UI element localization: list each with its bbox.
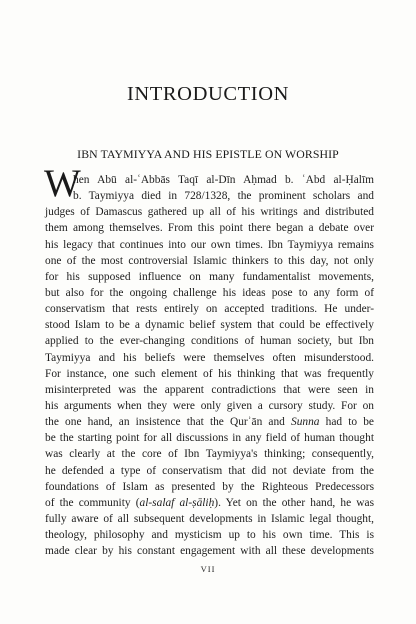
- text-line: theology, philosophy and mysticism up to his own time. This is: [45, 529, 374, 542]
- text-line-with-italic: [45, 414, 374, 430]
- text-line: one of the most controversial Islamic thinkers to this day, not only: [45, 254, 374, 267]
- text-line: misinterpreted was the apparent contradictions that were seen in: [45, 383, 374, 396]
- text-line: he defended a type of conservatism that did not deviate from the: [45, 464, 374, 477]
- text-line: them among themselves. From this point there began a debate over: [45, 222, 374, 235]
- text-line: b. Taymiyya died in 728/1328, the prominent scholars and: [73, 190, 374, 203]
- page-number: VII: [200, 564, 216, 574]
- text-segment: of the community (: [45, 496, 140, 509]
- text-segment: had to be: [325, 416, 374, 429]
- text-segment: ). Yet on the other hand, he was: [214, 496, 374, 509]
- text-line: made clear by his constant engagement with all these developments: [45, 545, 374, 558]
- italic-term: Sunna: [291, 416, 320, 429]
- text-line: was clearly at the core of Ibn Taymiyya's thinking; consequently,: [45, 448, 374, 461]
- drop-cap: W: [44, 162, 81, 205]
- text-line: judges of Damascus gathered up all of his writings and distributed: [45, 206, 374, 219]
- text-line: his arguments when they were only given a cursory study. For on: [45, 399, 374, 412]
- text-line-with-italic: [45, 495, 374, 511]
- text-line: conservatism that rests entirely on accepted traditions. He under-: [45, 303, 374, 316]
- text-line: stood Islam to be a dynamic belief system that could be effectively: [45, 319, 374, 332]
- body-paragraph: [45, 172, 374, 559]
- text-line: fully aware of all subsequent developments in Islamic legal thought,: [45, 512, 374, 525]
- text-line: for his supposed influence on many fundamentalist movements,: [45, 270, 374, 283]
- text-line: For instance, one such element of his thinking that was frequently: [45, 367, 374, 380]
- chapter-title: INTRODUCTION: [126, 83, 290, 105]
- text-line: but also for the ongoing challenge his ideas pose to any form of: [45, 286, 374, 299]
- text-line: Taymiyya and his beliefs were themselves often misunderstood.: [45, 351, 374, 364]
- text-line: hen Abū al-ʿAbbās Taqī al-Dīn Aḥmad b. ʿAbd al-Ḥalīm: [73, 174, 374, 186]
- text-line: his legacy that continues into our own times. Ibn Taymiyya remains: [45, 238, 374, 251]
- text-line: applied to the ever-changing conditions of human society, but Ibn: [45, 335, 374, 348]
- text-segment: the one hand, an insistence that the Qurʾān and: [45, 416, 285, 429]
- text-line: be the starting point for all discussions in any field of human thought: [45, 432, 374, 445]
- italic-term: al-salaf al-ṣāliḥ: [139, 496, 215, 509]
- section-heading: IBN TAYMIYYA AND HIS EPISTLE ON WORSHIP: [77, 147, 339, 161]
- text-line: foundations of Islam as presented by the Righteous Predecessors: [45, 480, 374, 493]
